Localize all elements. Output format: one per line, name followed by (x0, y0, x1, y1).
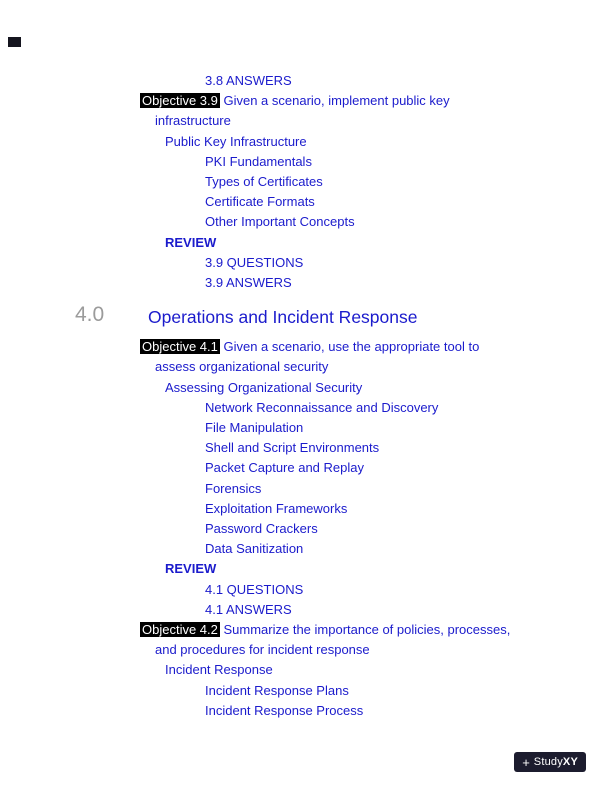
toc-link[interactable]: Types of Certificates (205, 174, 323, 190)
toc-link[interactable]: File Manipulation (205, 420, 304, 436)
toc-link[interactable]: 3.8 ANSWERS (205, 73, 292, 88)
toc-link[interactable]: Given a scenario, use the appropriate tool to assess organizational security (155, 339, 480, 375)
section-title[interactable]: Operations and Incident Response (148, 307, 418, 328)
toc-link[interactable]: Given a scenario, implement public key infrastructure (155, 93, 450, 129)
toc-entry (205, 580, 612, 600)
toc-link[interactable]: Assessing Organizational Security (165, 379, 363, 395)
toc-link[interactable]: 4.1 QUESTIONS (205, 581, 304, 597)
toc-entry (165, 660, 612, 680)
toc-link[interactable]: Incident Response Process (205, 702, 364, 718)
toc-objective-entry (140, 91, 522, 131)
toc-entry (165, 233, 612, 253)
toc-entry (205, 71, 612, 91)
toc-entry (205, 519, 612, 539)
toc-entry (205, 212, 612, 232)
toc-link[interactable]: REVIEW (165, 561, 217, 577)
toc-link[interactable]: 3.9 ANSWERS (205, 275, 292, 291)
toc-link[interactable]: 3.9 QUESTIONS (205, 254, 304, 270)
toc-link[interactable]: PKI Fundamentals (205, 153, 312, 169)
toc-objective-entry (140, 337, 522, 377)
toc-link[interactable]: Data Sanitization (205, 541, 304, 557)
toc-entry (205, 192, 612, 212)
toc-link[interactable]: Summarize the importance of policies, processes, and procedures for incident response (155, 622, 511, 658)
section-number[interactable]: 4.0 (75, 303, 105, 327)
toc-entry (165, 378, 612, 398)
toc-link[interactable]: Packet Capture and Replay (205, 460, 364, 476)
toc-link[interactable]: Incident Response (165, 662, 273, 678)
toc-entry (205, 438, 612, 458)
toc-link[interactable]: Forensics (205, 480, 262, 496)
logo-text-study: Study (533, 756, 563, 768)
toc-entry (205, 398, 612, 418)
toc-entry (205, 418, 612, 438)
toc-entry (165, 559, 612, 579)
toc-objective-entry (140, 620, 522, 660)
toc-entry (205, 458, 612, 478)
toc-link[interactable]: REVIEW (165, 234, 217, 250)
toc-link[interactable]: Public Key Infrastructure (165, 133, 307, 149)
corner-mark (8, 37, 21, 47)
toc-link[interactable]: Shell and Script Environments (205, 440, 380, 456)
toc-entry (205, 499, 612, 519)
table-of-contents (0, 71, 612, 721)
toc-entry (205, 701, 612, 721)
plus-icon: + (522, 754, 530, 770)
toc-entry (205, 600, 612, 620)
toc-link[interactable]: Password Crackers (205, 521, 318, 537)
toc-entry (205, 539, 612, 559)
toc-entry (205, 253, 612, 273)
objective-badge[interactable]: Objective 3.9 (142, 93, 218, 109)
toc-link[interactable]: Exploitation Frameworks (205, 500, 348, 516)
toc-link[interactable]: Network Reconnaissance and Discovery (205, 399, 439, 415)
logo-text-xy: XY (562, 756, 578, 768)
objective-badge[interactable]: Objective 4.1 (142, 339, 218, 355)
toc-link[interactable]: Incident Response Plans (205, 682, 349, 698)
toc-link[interactable]: 4.1 ANSWERS (205, 601, 292, 617)
toc-link[interactable]: Certificate Formats (205, 194, 315, 210)
section-heading (0, 303, 612, 331)
toc-entry (205, 681, 612, 701)
studyxy-logo (514, 752, 586, 772)
toc-entry (205, 152, 612, 172)
toc-entry (205, 172, 612, 192)
objective-badge[interactable]: Objective 4.2 (142, 622, 218, 638)
toc-entry (205, 479, 612, 499)
toc-entry (165, 132, 612, 152)
toc-entry (205, 273, 612, 293)
toc-link[interactable]: Other Important Concepts (205, 214, 355, 230)
